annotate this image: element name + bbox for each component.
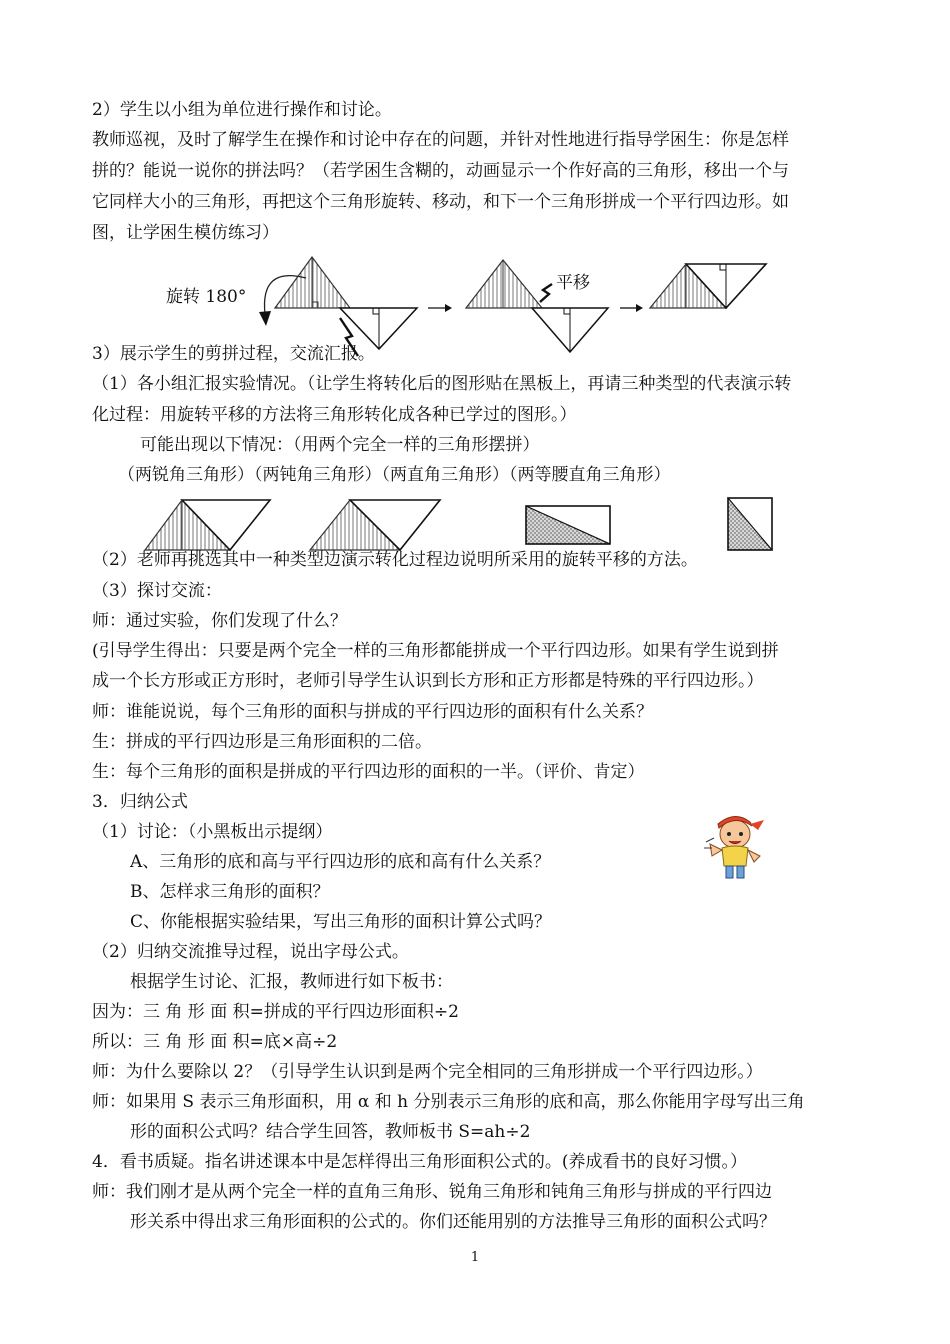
text-line: B、怎样求三角形的面积？	[130, 882, 330, 902]
page-number: 1	[470, 1250, 480, 1265]
text-line: A、三角形的底和高与平行四边形的底和高有什么关系？	[130, 852, 551, 872]
text-line: 师：谁能说说，每个三角形的面积与拼成的平行四边形的面积有什么关系？	[92, 702, 653, 722]
text-line: （2）老师再挑选其中一种类型边演示转化过程边说明所采用的旋转平移的方法。	[92, 550, 698, 570]
text-line: （1）讨论：（小黑板出示提纲）	[92, 822, 333, 842]
text-line: 师：通过实验，你们发现了什么？	[92, 611, 347, 631]
text-line: C、你能根据实验结果，写出三角形的面积计算公式吗？	[130, 912, 552, 932]
text-line: 因为：三 角 形 面 积=拼成的平行四边形面积÷2	[92, 1002, 459, 1022]
text-line: （1）各小组汇报实验情况。（让学生将转化后的图形贴在黑板上，再请三种类型的代表演示转	[92, 374, 792, 394]
text-line: 4．看书质疑。指名讲述课本中是怎样得出三角形面积公式的。(养成看书的良好习惯。）	[92, 1152, 747, 1172]
text-line: 3）展示学生的剪拼过程，交流汇报。	[92, 344, 375, 364]
text-line: 形关系中得出求三角形面积的公式的。你们还能用别的方法推导三角形的面积公式吗？	[130, 1212, 776, 1232]
text-line: 师：如果用 S 表示三角形面积，用 α 和 h 分别表示三角形的底和高，那么你能用字母写出三角	[92, 1092, 805, 1112]
text-line: 它同样大小的三角形，再把这个三角形旋转、移动，和下一个三角形拼成一个平行四边形。如	[92, 192, 789, 212]
text-line: (引导学生得出：只要是两个完全一样的三角形都能拼成一个平行四边形。如果有学生说到拼	[92, 641, 779, 661]
translate-label: 平移	[556, 273, 590, 293]
text-line: 生：拼成的平行四边形是三角形面积的二倍。	[92, 732, 432, 752]
text-line: 师：我们刚才是从两个完全一样的直角三角形、锐角三角形和钝角三角形与拼成的平行四边	[92, 1182, 772, 1202]
text-line: 成一个长方形或正方形时，老师引导学生认识到长方形和正方形都是特殊的平行四边形。）	[92, 671, 764, 691]
text-line: 师：为什么要除以 2？（引导学生认识到是两个完全相同的三角形拼成一个平行四边形。）	[92, 1062, 763, 1082]
text-line: （2）归纳交流推导过程，说出字母公式。	[92, 942, 409, 962]
text-line: 拼的？能说一说你的拼法吗？（若学困生含糊的，动画显示一个作好高的三角形，移出一个与	[92, 161, 789, 181]
text-line: （3）探讨交流：	[92, 581, 222, 601]
zigzag-arrow-icon	[540, 284, 552, 302]
text-line: 化过程：用旋转平移的方法将三角形转化成各种已学过的图形。）	[92, 405, 577, 425]
text-line: 所以：三 角 形 面 积=底×高÷2	[92, 1032, 338, 1052]
cartoon-boy-icon	[702, 812, 768, 882]
text-line: （两锐角三角形）（两钝角三角形）（两直角三角形）（两等腰直角三角形）	[118, 465, 671, 485]
text-line: 3．归纳公式	[92, 792, 188, 812]
text-line: 可能出现以下情况：（用两个完全一样的三角形摆拼）	[140, 435, 540, 455]
text-line: 形的面积公式吗？结合学生回答，教师板书 S=ah÷2	[130, 1122, 531, 1142]
rotate-label: 旋转 180°	[166, 287, 247, 307]
text-line: 图，让学困生模仿练习）	[92, 223, 279, 243]
text-line: 根据学生讨论、汇报，教师进行如下板书：	[130, 972, 453, 992]
text-line: 生：每个三角形的面积是拼成的平行四边形的面积的一半。（评价、肯定）	[92, 762, 645, 782]
text-line: 教师巡视，及时了解学生在操作和讨论中存在的问题，并针对性地进行指导学困生：你是怎样	[92, 130, 789, 150]
text-line: 2）学生以小组为单位进行操作和讨论。	[92, 100, 392, 120]
